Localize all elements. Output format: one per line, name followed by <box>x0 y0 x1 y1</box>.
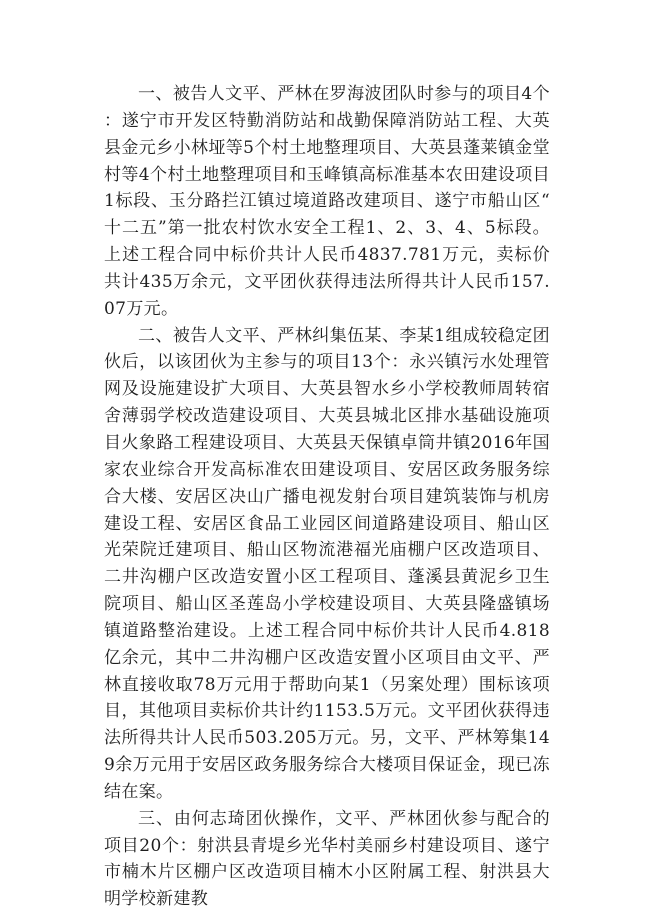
document-body <box>104 81 550 913</box>
paragraph-1: 一、被告人文平、严林在罗海波团队时参与的项目4个：遂宁市开发区特勤消防站和战勤保障消防站工程、大英县金元乡小林垭等5个村土地整理项目、大英县蓬莱镇金堂村等4个村土地整理项目和玉峰镇高标准基本农田建设项目1标段、玉分路拦江镇过境道路改建项目、遂宁市船山区“十二五”第一批农村饮水安全工程1、2、3、4、5标段。上述工程合同中标价共计人民币4837.781万元，卖标价共计435万余元，文平团伙获得违法所得共计人民币157.07万元。 <box>104 84 550 319</box>
paragraph-2: 二、被告人文平、严林纠集伍某、李某1组成较稳定团伙后，以该团伙为主参与的项目13个：永兴镇污水处理管网及设施建设扩大项目、大英县智水乡小学校教师周转宿舍薄弱学校改造建设项目、大英县城北区排水基础设施项目火象路工程建设项目、大英县天保镇卓筒井镇2016年国家农业综合开发高标准农田建设项目、安居区政务服务综合大楼、安居区决山广播电视发射台项目建筑装饰与机房建设工程、安居区食品工业园区间道路建设项目、船山区光荣院迁建项目、船山区物流港福光庙棚户区改造项目、二井沟棚户区改造安置小区工程项目、蓬溪县黄泥乡卫生院项目、船山区圣莲岛小学校建设项目、大英县隆盛镇场镇道路整治建设。上述工程合同中标价共计人民币4.818亿余元，其中二井沟棚户区改造安置小区项目由文平、严林直接收取78万元用于帮助向某1（另案处理）围标该项目，其他项目卖标价共计约1153.5万元。文平团伙获得违法所得共计人民币503.205万元。另，文平、严林筹集149余万元用于安居区政务服务综合大楼项目保证金，现已冻结在案。 <box>104 325 550 802</box>
paragraph-3: 三、由何志琦团伙操作，文平、严林团伙参与配合的项目20个：射洪县青堤乡光华村美丽乡村建设项目、遂宁市楠木片区棚户区改造项目楠木小区附属工程、射洪县大明学校新建教 <box>104 808 550 910</box>
